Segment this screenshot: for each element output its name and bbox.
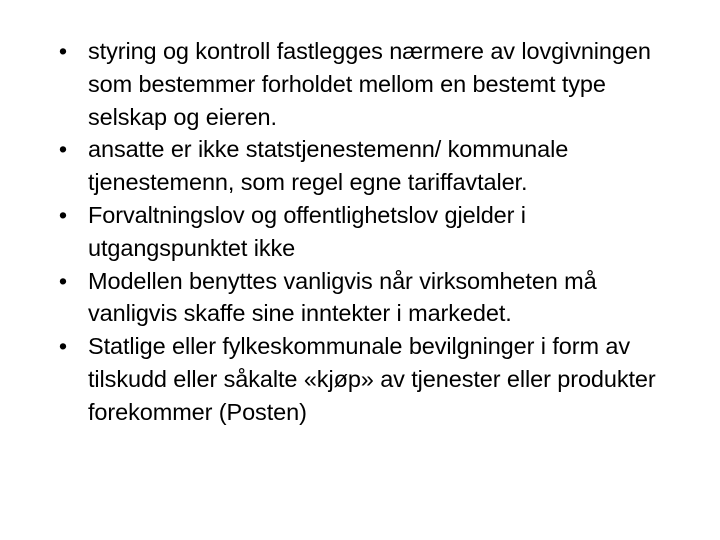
bullet-icon: • — [58, 267, 68, 294]
bullet-icon: • — [58, 136, 68, 163]
bullet-item — [56, 133, 666, 199]
bullet-icon: • — [58, 201, 68, 228]
bullet-text: Statlige eller fylkeskommunale bevilgninger i form av tilskudd eller såkalte «kjøp» av tjenester eller produkter forekommer (Posten) — [88, 333, 656, 425]
bullet-list — [56, 35, 666, 429]
bullet-text: Forvaltningslov og offentlighetslov gjelder i utgangspunktet ikke — [88, 201, 526, 261]
bullet-text: Modellen benyttes vanligvis når virksomheten må vanligvis skaffe sine inntekter i markedet. — [88, 267, 597, 327]
bullet-item — [56, 35, 666, 133]
bullet-text: ansatte er ikke statstjenestemenn/ kommunale tjenestemenn, som regel egne tariffavtaler. — [88, 136, 569, 196]
bullet-item — [56, 330, 666, 428]
bullet-icon: • — [58, 38, 68, 64]
bullet-text: styring og kontroll fastlegges nærmere av lovgivningen som bestemmer forholdet mellom en bestemt type selskap og eieren. — [88, 38, 651, 130]
bullet-icon: • — [58, 333, 68, 360]
bullet-item — [56, 265, 666, 331]
bullet-item — [56, 199, 666, 265]
